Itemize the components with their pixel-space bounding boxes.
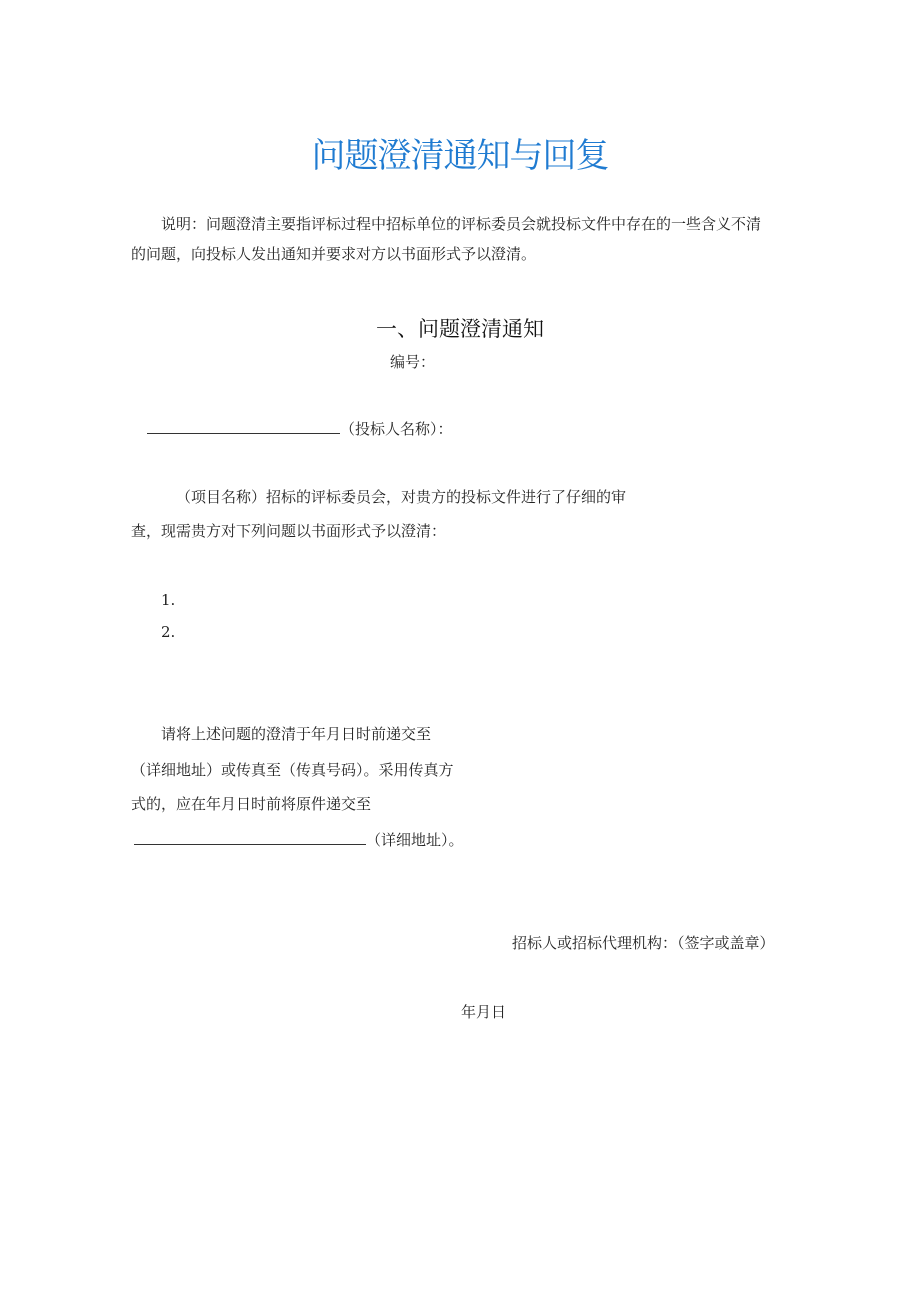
submit-line-1: 请将上述问题的澄清于年月日时前递交至: [161, 725, 432, 743]
bidder-name-hint: （投标人名称）：: [340, 420, 453, 438]
note-line-1: 说明：问题澄清主要指评标过程中招标单位的评标委员会就投标文件中存在的一些含义不清: [161, 215, 762, 233]
bidder-name-blank: [147, 419, 340, 434]
number-label: 编号：: [390, 353, 436, 371]
section-heading-clarification-notice: 一、问题澄清通知: [376, 317, 544, 341]
intro-line-2: 查，现需贵方对下列问题以书面形式予以澄清：: [131, 522, 447, 540]
address-line: [134, 830, 464, 850]
note-line-2: 的问题，向投标人发出通知并要求对方以书面形式予以澄清。: [131, 245, 537, 263]
date-line: 年月日: [461, 1003, 507, 1021]
list-item: 2.: [161, 623, 176, 641]
address-hint: （详细地址）。: [366, 831, 464, 849]
address-blank: [134, 830, 366, 845]
list-item: 1.: [161, 591, 176, 609]
intro-line-1: （项目名称）招标的评标委员会，对贵方的投标文件进行了仔细的审: [176, 488, 627, 506]
submit-line-3: 式的，应在年月日时前将原件递交至: [131, 795, 372, 813]
bidder-name-line: [147, 419, 453, 439]
submit-line-2: （详细地址）或传真至（传真号码）。采用传真方: [131, 761, 454, 779]
document-title: 问题澄清通知与回复: [311, 136, 609, 176]
signature-line: 招标人或招标代理机构：（签字或盖章）: [512, 934, 775, 952]
